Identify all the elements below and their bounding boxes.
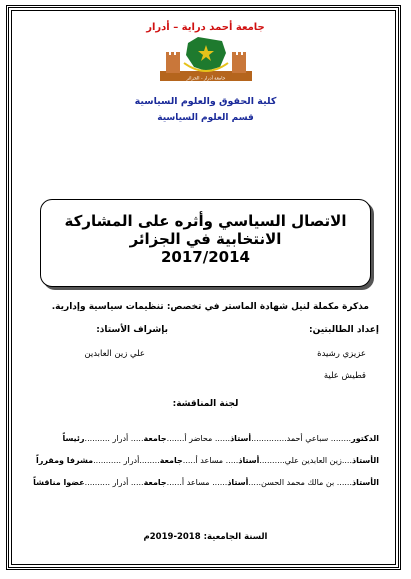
member-name: ........ سباعي أحمد.............. bbox=[251, 434, 352, 443]
member-name: ....زين العابدين علي.......... bbox=[259, 456, 352, 465]
member-role: رئيساً bbox=[62, 434, 85, 443]
memo-text: مذكرة مكملة لنيل شهادة الماستر في تخصص: تنظيمات سياسية وإدارية. bbox=[51, 302, 369, 312]
committee-member-row bbox=[63, 434, 379, 443]
committee-member-row bbox=[33, 478, 379, 487]
member-title: الأستاذ bbox=[352, 478, 379, 487]
student-name: قطيش علية bbox=[323, 371, 366, 381]
faculty-name: كلية الحقوق والعلوم السياسية bbox=[134, 96, 277, 107]
student-name: عزيزي رشيدة bbox=[317, 349, 366, 359]
member-role: عضوا مناقشاً bbox=[33, 478, 85, 487]
member-rank: أستاذ bbox=[227, 478, 249, 487]
thesis-title-years: 2017/2014 bbox=[161, 248, 250, 266]
supervision-label: بإشراف الأستاذ: bbox=[96, 325, 168, 335]
member-role: مشرفا ومقرراً bbox=[35, 456, 94, 465]
member-univ-label: جامعة bbox=[143, 434, 167, 443]
thesis-title: الاتصال السياسي وأثره على المشاركة الانتخابية في الجزائر bbox=[64, 212, 347, 248]
students-label: إعداد الطالبتين: bbox=[309, 325, 379, 335]
member-rank: أستاذ bbox=[238, 456, 260, 465]
member-univ: ........أدرار ........... bbox=[93, 456, 160, 465]
member-title: الأستاذ bbox=[352, 456, 379, 465]
member-rank: أستاذ bbox=[230, 434, 252, 443]
member-title: الدكتور bbox=[351, 434, 379, 443]
committee-member-row bbox=[36, 456, 379, 465]
logo-right-tower bbox=[232, 55, 246, 73]
member-univ-label: جامعة bbox=[159, 456, 183, 465]
member-univ: ..... أدرار .......... bbox=[84, 434, 144, 443]
supervisor-name: علي زين العابدين bbox=[84, 349, 145, 359]
member-grade: ..... مساعد أ..... bbox=[182, 456, 239, 465]
logo-caption: جامعة أدرار - الجزائر bbox=[186, 76, 226, 82]
committee-label: لجنة المناقشة: bbox=[172, 399, 239, 409]
member-name: ...... بن مالك محمد الحسن..... bbox=[248, 478, 352, 487]
academic-year: السنة الجامعية: 2018-2019م bbox=[143, 532, 268, 542]
member-univ-label: جامعة bbox=[143, 478, 167, 487]
member-univ: ..... أدرار .......... bbox=[84, 478, 144, 487]
department-name: قسم العلوم السياسية bbox=[157, 113, 254, 123]
university-name: جامعة أحمد دراية – أدرار bbox=[146, 22, 265, 33]
member-grade: ...... محاضر أ....... bbox=[166, 434, 231, 443]
university-logo-icon bbox=[150, 33, 262, 88]
member-grade: ...... مساعد أ...... bbox=[166, 478, 228, 487]
logo-left-tower bbox=[166, 55, 180, 73]
